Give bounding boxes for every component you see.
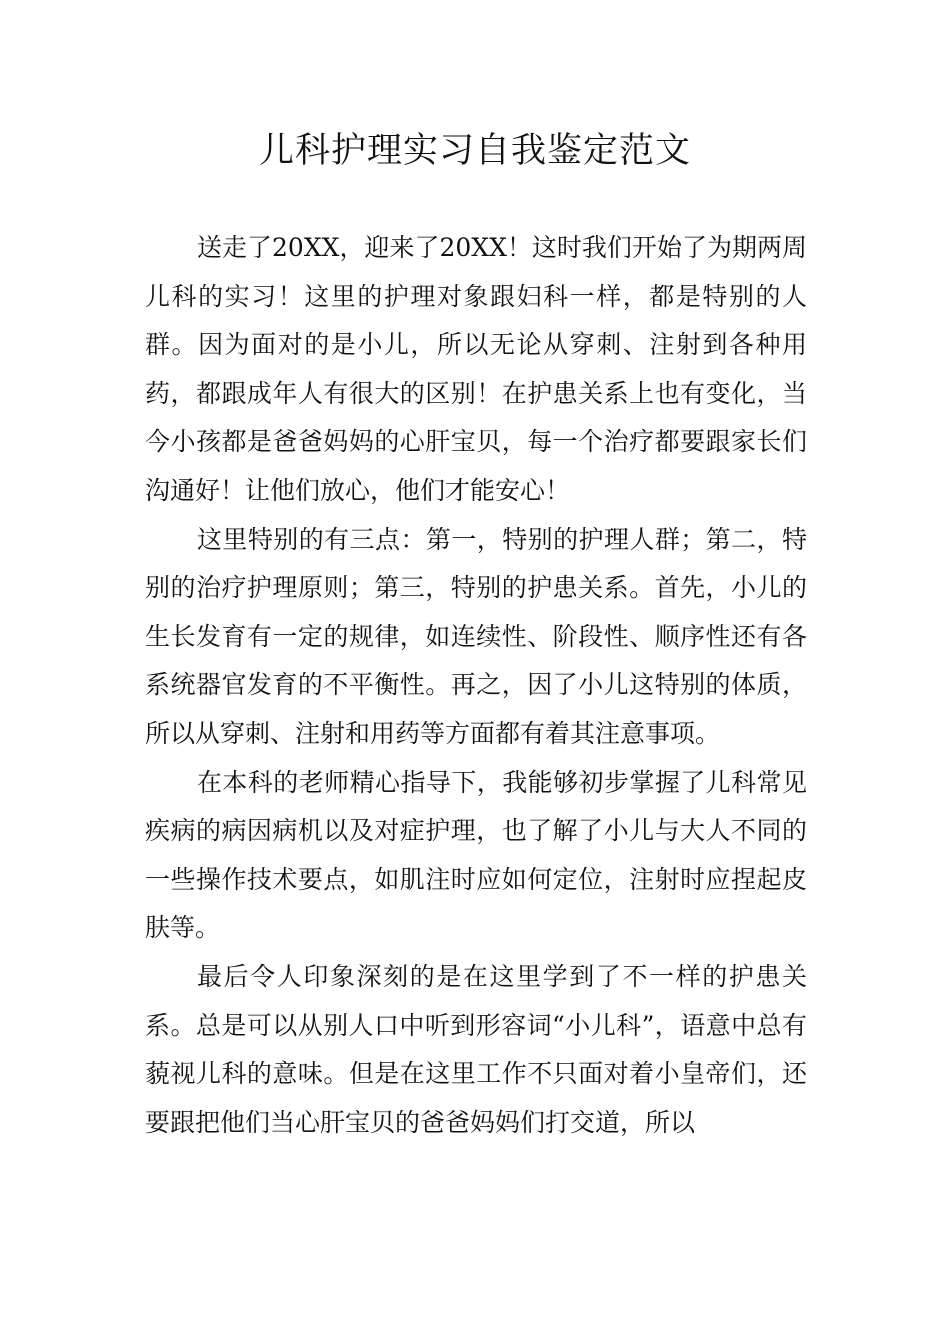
body-paragraph-4: 最后令人印象深刻的是在这里学到了不一样的护患关系。总是可以从别人口中听到形容词“小儿科”，语意中总有藐视儿科的意味。但是在这里工作不只面对着小皇帝们，还要跟把他们当心肝宝贝的爸爸妈妈们打交道，所以: [145, 961, 807, 1137]
body-paragraph-2: 这里特别的有三点：第一，特别的护理人群；第二，特别的治疗护理原则；第三，特别的护患关系。首先，小儿的生长发育有一定的规律，如连续性、阶段性、顺序性还有各系统器官发育的不平衡性。再之，因了小儿这特别的体质，所以从穿刺、注射和用药等方面都有着其注意事项。: [145, 524, 807, 748]
body-paragraph-1: 送走了20XX，迎来了20XX！这时我们开始了为期两周儿科的实习！这里的护理对象跟妇科一样，都是特别的人群。因为面对的是小儿，所以无论从穿刺、注射到各种用药，都跟成年人有很大的区别！在护患关系上也有变化，当今小孩都是爸爸妈妈的心肝宝贝，每一个治疗都要跟家长们沟通好！让他们放心，他们才能安心！: [145, 233, 807, 505]
document-body: [145, 224, 807, 1147]
body-paragraph-3: 在本科的老师精心指导下，我能够初步掌握了儿科常见疾病的病因病机以及对症护理，也了解了小儿与大人不同的一些操作技术要点，如肌注时应如何定位，注射时应捏起皮肤等。: [145, 767, 807, 943]
document-title: 儿科护理实习自我鉴定范文: [258, 131, 691, 171]
